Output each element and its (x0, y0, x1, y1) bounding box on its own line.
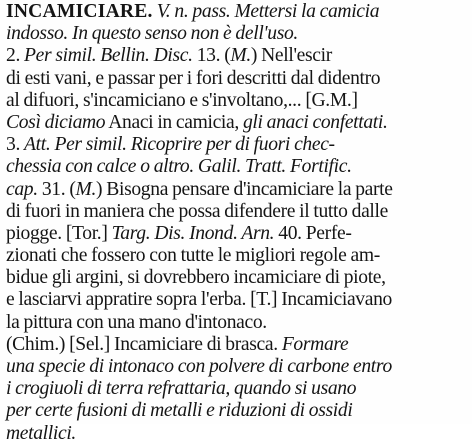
entry-line (6, 179, 468, 201)
entry-line (6, 289, 468, 311)
entry-line (6, 1, 468, 23)
dictionary-entry (6, 1, 468, 445)
entry-text: Anaci in camicia, (105, 111, 243, 133)
entry-line (6, 312, 468, 334)
entry-text: ) Nell'escir (250, 45, 332, 67)
entry-text: al difuori, s'incamiciano e s'involtano,... [G.M.] (6, 89, 358, 111)
entry-text: di fuori in maniera che possa difendere il tutto dalle (6, 200, 388, 222)
entry-text: Att. Per simil. Ricoprire per di fuori chec- (24, 134, 335, 156)
entry-text: Formare (281, 333, 349, 355)
entry-text: e lasciarvi appratire sopra l'erba. [T.] Incamiciavano (6, 289, 392, 311)
entry-text: 13. ( (192, 45, 231, 67)
entry-text: di esti vani, e passar per i fori descritti dal didentro (6, 67, 381, 89)
entry-text: 31. ( (37, 178, 76, 200)
entry-line (6, 23, 468, 45)
entry-text: zionati che fossero con tutte le migliori regole am- (6, 245, 380, 267)
entry-text: 40. Perfe- (274, 222, 352, 244)
entry-line (6, 68, 468, 90)
entry-line (6, 112, 468, 134)
entry-text: una specie di intonaco con polvere di carbone entro (6, 356, 392, 377)
entry-text: chessia con calce o altro. Galil. Tratt. Fortific. (6, 156, 352, 178)
entry-text: (Chim.) [Sel.] Incamiciare di brasca. (6, 333, 282, 355)
headword: INCAMICIARE. (6, 1, 153, 22)
entry-text: Per simil. Bellin. Disc. (24, 45, 193, 67)
entry-line (6, 378, 468, 400)
entry-text: la pittura con una mano d'intonaco. (6, 311, 267, 333)
entry-text: metallici. (6, 422, 76, 444)
entry-text: M. (230, 45, 251, 67)
entry-text: 2. (6, 45, 25, 67)
entry-text: M. (75, 178, 97, 200)
entry-line (6, 45, 468, 67)
entry-text: per certe fusioni di metalli e riduzioni di ossidi (6, 400, 353, 422)
entry-text: 3. (6, 134, 25, 156)
entry-text: bidue gli argini, si dovrebbero incamiciare di piote, (6, 267, 386, 289)
entry-text: i crogiuoli di terra refrattaria, quando si usano (6, 378, 357, 400)
entry-text: V. n. pass. Mettersi la camicia (152, 1, 380, 22)
entry-line (6, 423, 468, 445)
entry-text: Così diciamo (6, 111, 106, 133)
entry-line (6, 245, 468, 267)
entry-text: Targ. Dis. Inond. Arn. (111, 222, 275, 244)
entry-text: ) Bisogna pensare d'incamiciare la parte (96, 178, 393, 200)
entry-text: piogge. [Tor.] (6, 222, 112, 244)
entry-line (6, 356, 468, 378)
entry-line (6, 156, 468, 178)
entry-text: cap. (6, 178, 38, 200)
entry-line (6, 267, 468, 289)
entry-line (6, 400, 468, 422)
entry-line (6, 134, 468, 156)
entry-line (6, 334, 468, 356)
entry-line (6, 223, 468, 245)
entry-line (6, 201, 468, 223)
entry-line (6, 90, 468, 112)
entry-text: indosso. In questo senso non è dell'uso. (6, 23, 298, 45)
entry-text: gli anaci confettati. (242, 111, 388, 133)
